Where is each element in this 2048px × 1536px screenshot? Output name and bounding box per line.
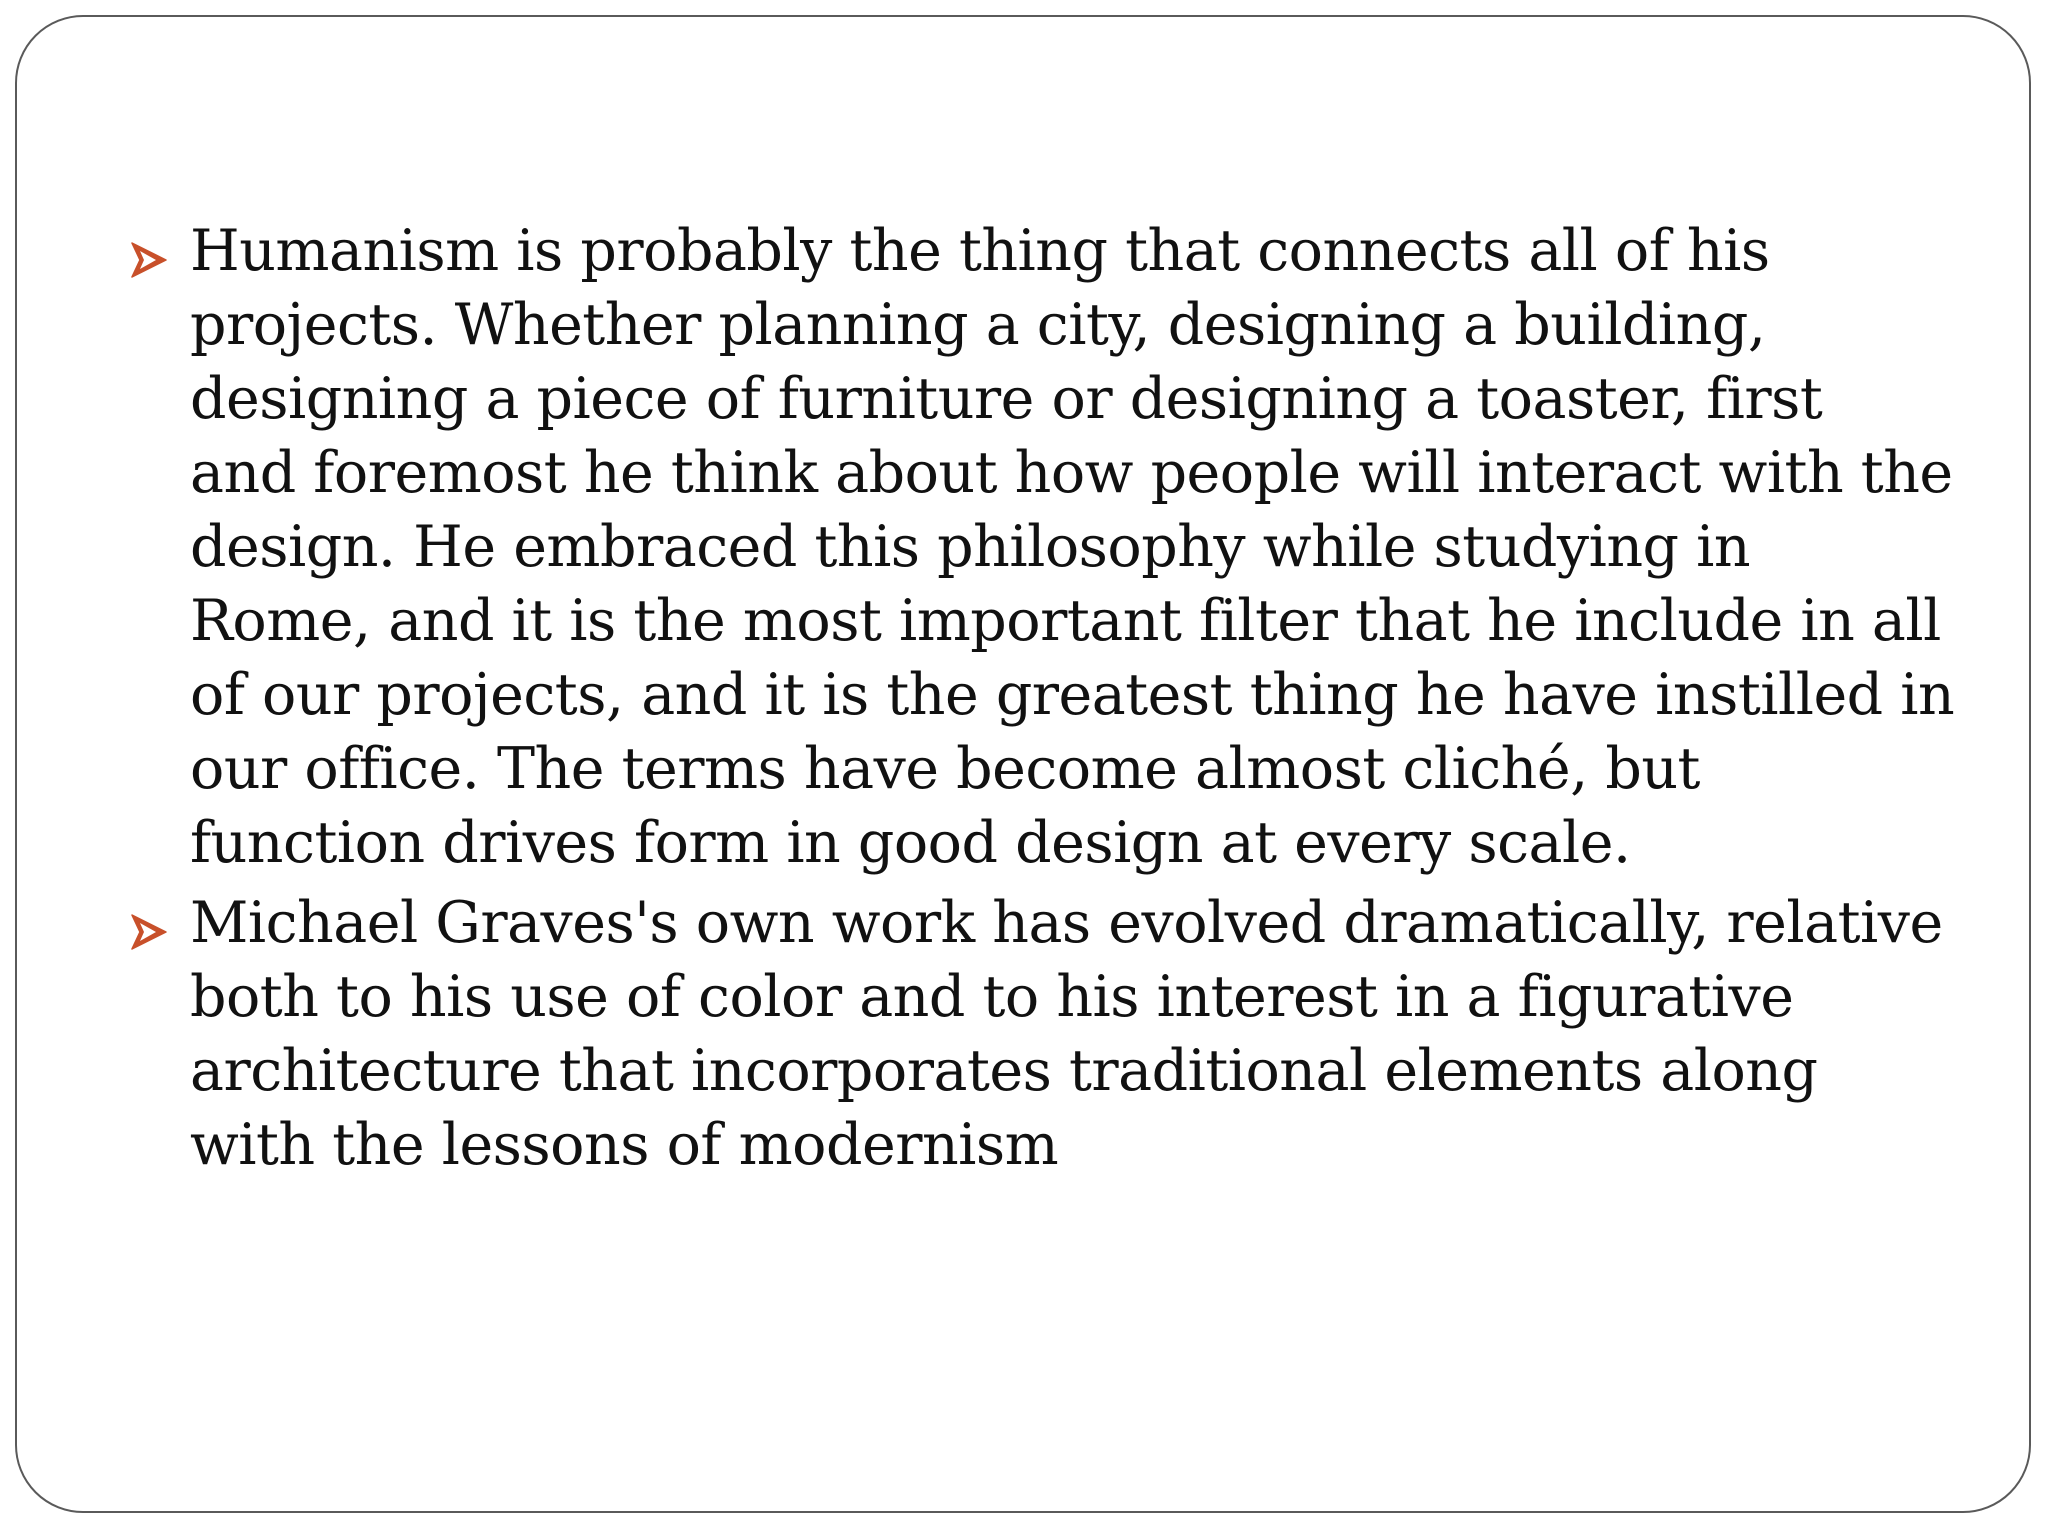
bullet-paragraph-2 [190,886,1943,1182]
text-line: both to his use of color and to his interest in a figurative [190,964,1794,1030]
text-line: and foremost he think about how people will interact with the [190,440,1953,506]
text-line: Humanism is probably the thing that connects all of his [190,218,1770,284]
arrowhead-bullet-icon [130,912,168,952]
text-line: of our projects, and it is the greatest thing he have instilled in [190,662,1955,728]
arrowhead-bullet-icon [130,240,168,280]
text-line: Michael Graves's own work has evolved dramatically, relative [190,890,1943,956]
text-line: our office. The terms have become almost cliché, but [190,736,1700,802]
text-line: design. He embraced this philosophy while studying in [190,514,1751,580]
text-line: designing a piece of furniture or designing a toaster, first [190,366,1823,432]
text-line: projects. Whether planning a city, designing a building, [190,292,1766,358]
bullet-item-1 [130,214,1955,880]
bullet-list [130,214,1955,1188]
text-line: with the lessons of modernism [190,1112,1059,1178]
text-line: Rome, and it is the most important filter that he include in all [190,588,1941,654]
text-line: architecture that incorporates traditional elements along [190,1038,1818,1104]
bullet-item-2 [130,886,1943,1182]
bullet-paragraph-1 [190,214,1955,880]
text-line: function drives form in good design at every scale. [190,810,1631,876]
